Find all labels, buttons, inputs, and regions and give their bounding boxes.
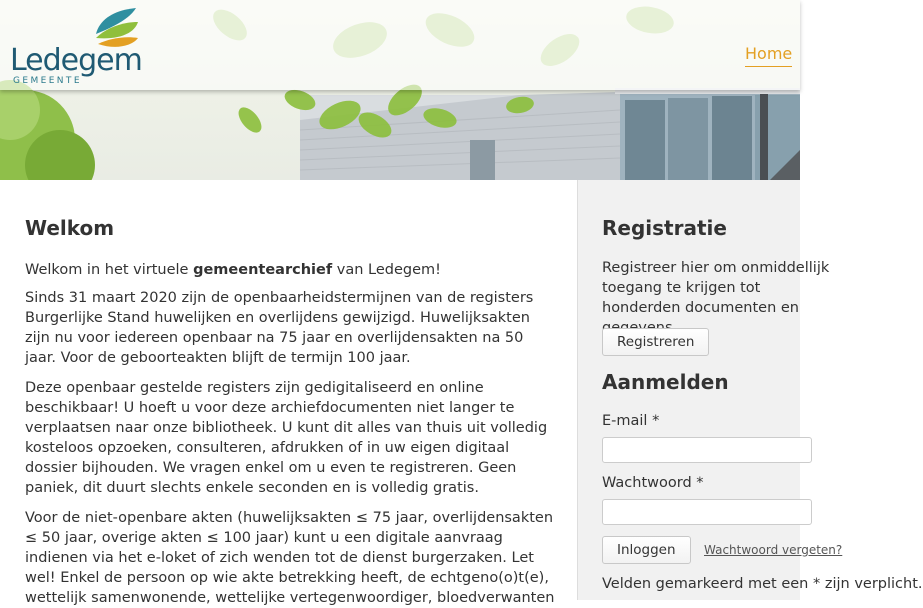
nav-home-link[interactable]: Home bbox=[745, 44, 792, 67]
intro-bold: gemeentearchief bbox=[193, 262, 333, 278]
registration-title: Registratie bbox=[602, 216, 727, 240]
logo-name: Ledegem bbox=[10, 43, 142, 78]
sidebar bbox=[577, 180, 923, 600]
paragraph-non-public: Voor de niet-openbare akten (huwelijksakten ≤ 75 jaar, overlijdensakten ≤ 50 jaar, overige akten ≤ 100 jaar) kunt u een digitale aanvraag indienen via het e-loket of zich wenden tot de dienst burgerzaken. Let wel! Enkel de persoon op wie akte betrekking heeft, de echtgeno(o)t(e), wettelijk samenwonende, wettelijke vertegenwoordiger, bloedverwanten bbox=[25, 510, 555, 606]
login-title: Aanmelden bbox=[602, 370, 729, 394]
password-field[interactable] bbox=[602, 499, 812, 525]
intro-paragraph: Welkom in het virtuele gemeentearchief van Ledegem! bbox=[25, 262, 441, 278]
register-button[interactable]: Registreren bbox=[602, 328, 709, 356]
login-button[interactable]: Inloggen bbox=[602, 536, 691, 564]
logo-subtitle: GEMEENTE bbox=[13, 76, 82, 86]
top-navigation-bar bbox=[0, 0, 800, 90]
main-content bbox=[0, 180, 577, 606]
paragraph-digitized: Deze openbaar gestelde registers zijn gedigitaliseerd en online beschikbaar! U hoeft u voor deze archiefdocumenten niet langer te verplaatsen naar onze bibliotheek. U kunt dit alles van thuis uit volledig kosteloos opzoeken, consulteren, afdrukken of in uw eigen digitaal dossier bijhouden. We vragen enkel om u even te registreren. Geen paniek, dit duurt slechts enkele seconden en is volledig gratis. bbox=[25, 380, 548, 496]
password-label: Wachtwoord * bbox=[602, 475, 704, 491]
forgot-password-link[interactable]: Wachtwoord vergeten? bbox=[704, 543, 843, 557]
required-fields-note: Velden gemarkeerd met een * zijn verplicht. bbox=[602, 576, 923, 592]
municipality-logo[interactable] bbox=[10, 4, 142, 86]
registration-text: Registreer hier om onmiddellijk toegang te krijgen tot honderden documenten en bbox=[602, 260, 830, 316]
email-field[interactable] bbox=[602, 437, 812, 463]
email-label: E-mail * bbox=[602, 413, 660, 429]
paragraph-terms: Sinds 31 maart 2020 zijn de openbaarheidstermijnen van de registers Burgerlijke Stand huwelijken en overlijdens gewijzigd. Huwelijksakten zijn nu voor iedereen openbaar na 75 jaar en overlijdensakten na 50 jaar. Voor de geboorteakten blijft de termijn 100 jaar. bbox=[25, 290, 534, 366]
page-title: Welkom bbox=[25, 216, 115, 240]
header-banner bbox=[0, 0, 800, 180]
